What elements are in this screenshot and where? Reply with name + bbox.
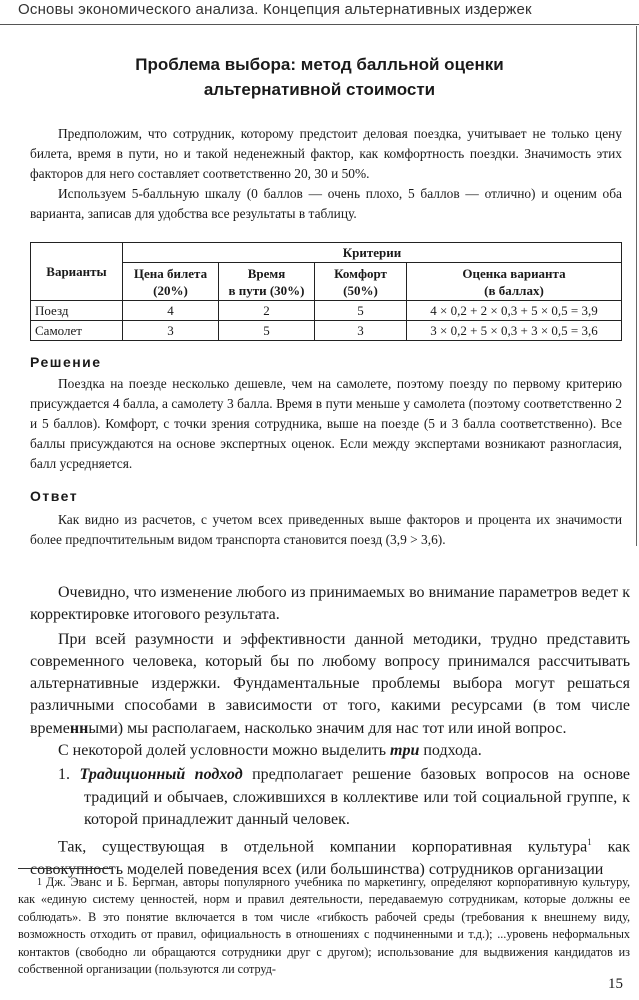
cell-score: 4 × 0,2 + 2 × 0,3 + 5 × 0,5 = 3,9 — [407, 301, 622, 321]
answer-text: Как видно из расчетов, с учетом всех приведенных выше факторов и процента их значимости более предпочтительным видом транспорта становится поезд (3,9 > 3,6). — [30, 512, 622, 547]
criteria-header: Критерии — [123, 243, 622, 263]
paragraph-1: Очевидно, что изменение любого из принимаемых во внимание параметров ведет к корректировке итогового результата. — [30, 584, 630, 624]
box-intro — [30, 124, 622, 224]
cell-time: 2 — [219, 301, 315, 321]
running-header — [0, 0, 639, 25]
footnote-mark: 1 — [37, 877, 42, 888]
table-row — [31, 301, 622, 321]
paragraph-4: Так, существующая в отдельной компании корпоративная культура$^1$ как совокупность моделей поведения всех (или большинства) сотрудников организации — [30, 837, 630, 878]
main-text — [30, 582, 630, 881]
cell-comfort: 3 — [315, 321, 407, 341]
box-title-line1: Проблема выбора: метод балльной оценки — [135, 55, 504, 74]
answer-block — [30, 510, 622, 550]
footnote-separator — [18, 868, 113, 869]
paragraph-3: С некоторой долей условности можно выделить три подхода. — [58, 742, 482, 760]
intro-paragraph-1: Предположим, что сотрудник, которому предстоит деловая поездка, учитывает не только цену билета, время в пути, но и такой неденежный фактор, как комфортность поездки. Значимость этих факторов для него составляет соответственно 20, 30 и 50%. — [30, 126, 622, 181]
cell-score: 3 × 0,2 + 5 × 0,3 + 3 × 0,5 = 3,6 — [407, 321, 622, 341]
footnote — [18, 874, 630, 978]
col-price-header: Цена билета (20%) — [123, 263, 219, 301]
cell-price: 3 — [123, 321, 219, 341]
row-name: Поезд — [31, 301, 123, 321]
answer-label: Ответ — [30, 488, 79, 504]
box-title-line2: альтернативной стоимости — [203, 80, 436, 99]
row-name: Самолет — [31, 321, 123, 341]
running-title: Основы экономического анализа. Концепция альтернативных издержек — [18, 1, 532, 18]
criteria-table — [30, 242, 622, 341]
intro-paragraph-2: Используем 5-балльную шкалу (0 баллов — очень плохо, 5 баллов — отлично) и оценим оба варианта, записав для удобства все результаты в таблицу. — [30, 186, 622, 221]
list-item-1: 1. Традиционный подход предполагает решение базовых вопросов на основе традиций и обычаев, сложившихся в коллективе или той социальной группе, к которой принадлежит данный человек. — [58, 766, 630, 828]
cell-time: 5 — [219, 321, 315, 341]
col-time-header: Время в пути (30%) — [219, 263, 315, 301]
col-comfort-header: Комфорт (50%) — [315, 263, 407, 301]
col-score-header: Оценка варианта (в баллах) — [407, 263, 622, 301]
page-number: 15 — [608, 976, 623, 992]
paragraph-2: При всей разумности и эффективности данной методики, трудно представить современного человека, который бы по любому вопросу принимался рассчитывать альтернативные издержки. Фундаментальные проблемы выбора могут решаться различными способами в зависимости от того, какими ресурсами (в том числе временными) мы располагаем, насколько значим для нас тот или иной вопрос. — [30, 630, 630, 737]
table-row — [31, 321, 622, 341]
solution-block — [30, 374, 622, 474]
solution-text: Поездка на поезде несколько дешевле, чем на самолете, поэтому поезду по первому критерию присуждается 4 балла, а самолету 3 балла. Время в пути меньше у самолета (поэтому соответственно 2 и 5 баллов). Комфорт, с точки зрения сотрудника, выше на поезде (5 и 3 балла соответственно). Все баллы присуждаются на основе экспертных оценок. Если между экспертами возникают разногласия, балл усредняется. — [30, 376, 622, 471]
cell-price: 4 — [123, 301, 219, 321]
cell-comfort: 5 — [315, 301, 407, 321]
footnote-text: Дж. Эванс и Б. Бергман, авторы популярного учебника по маркетингу, определяют корпоративную культуру, как «единую систему ценностей, норм и правил деятельности, передаваемую сотрудникам, которые должны ее соблюдать». В это понятие включается в том числе «гибкость рабочей среды (требования к внешнему виду, возможность отходить от правил, официальность в отношениях с подчиненными и т.д.); ...уровень неформальных контактов (свободно ли обращаются сотрудники друг с другом); использование для выдвижения кандидатов из собственной организации (пользуются ли сотруд- — [18, 875, 630, 977]
solution-label: Решение — [30, 354, 102, 370]
page-edge-rule — [636, 26, 637, 546]
variants-header: Варианты — [31, 243, 123, 301]
